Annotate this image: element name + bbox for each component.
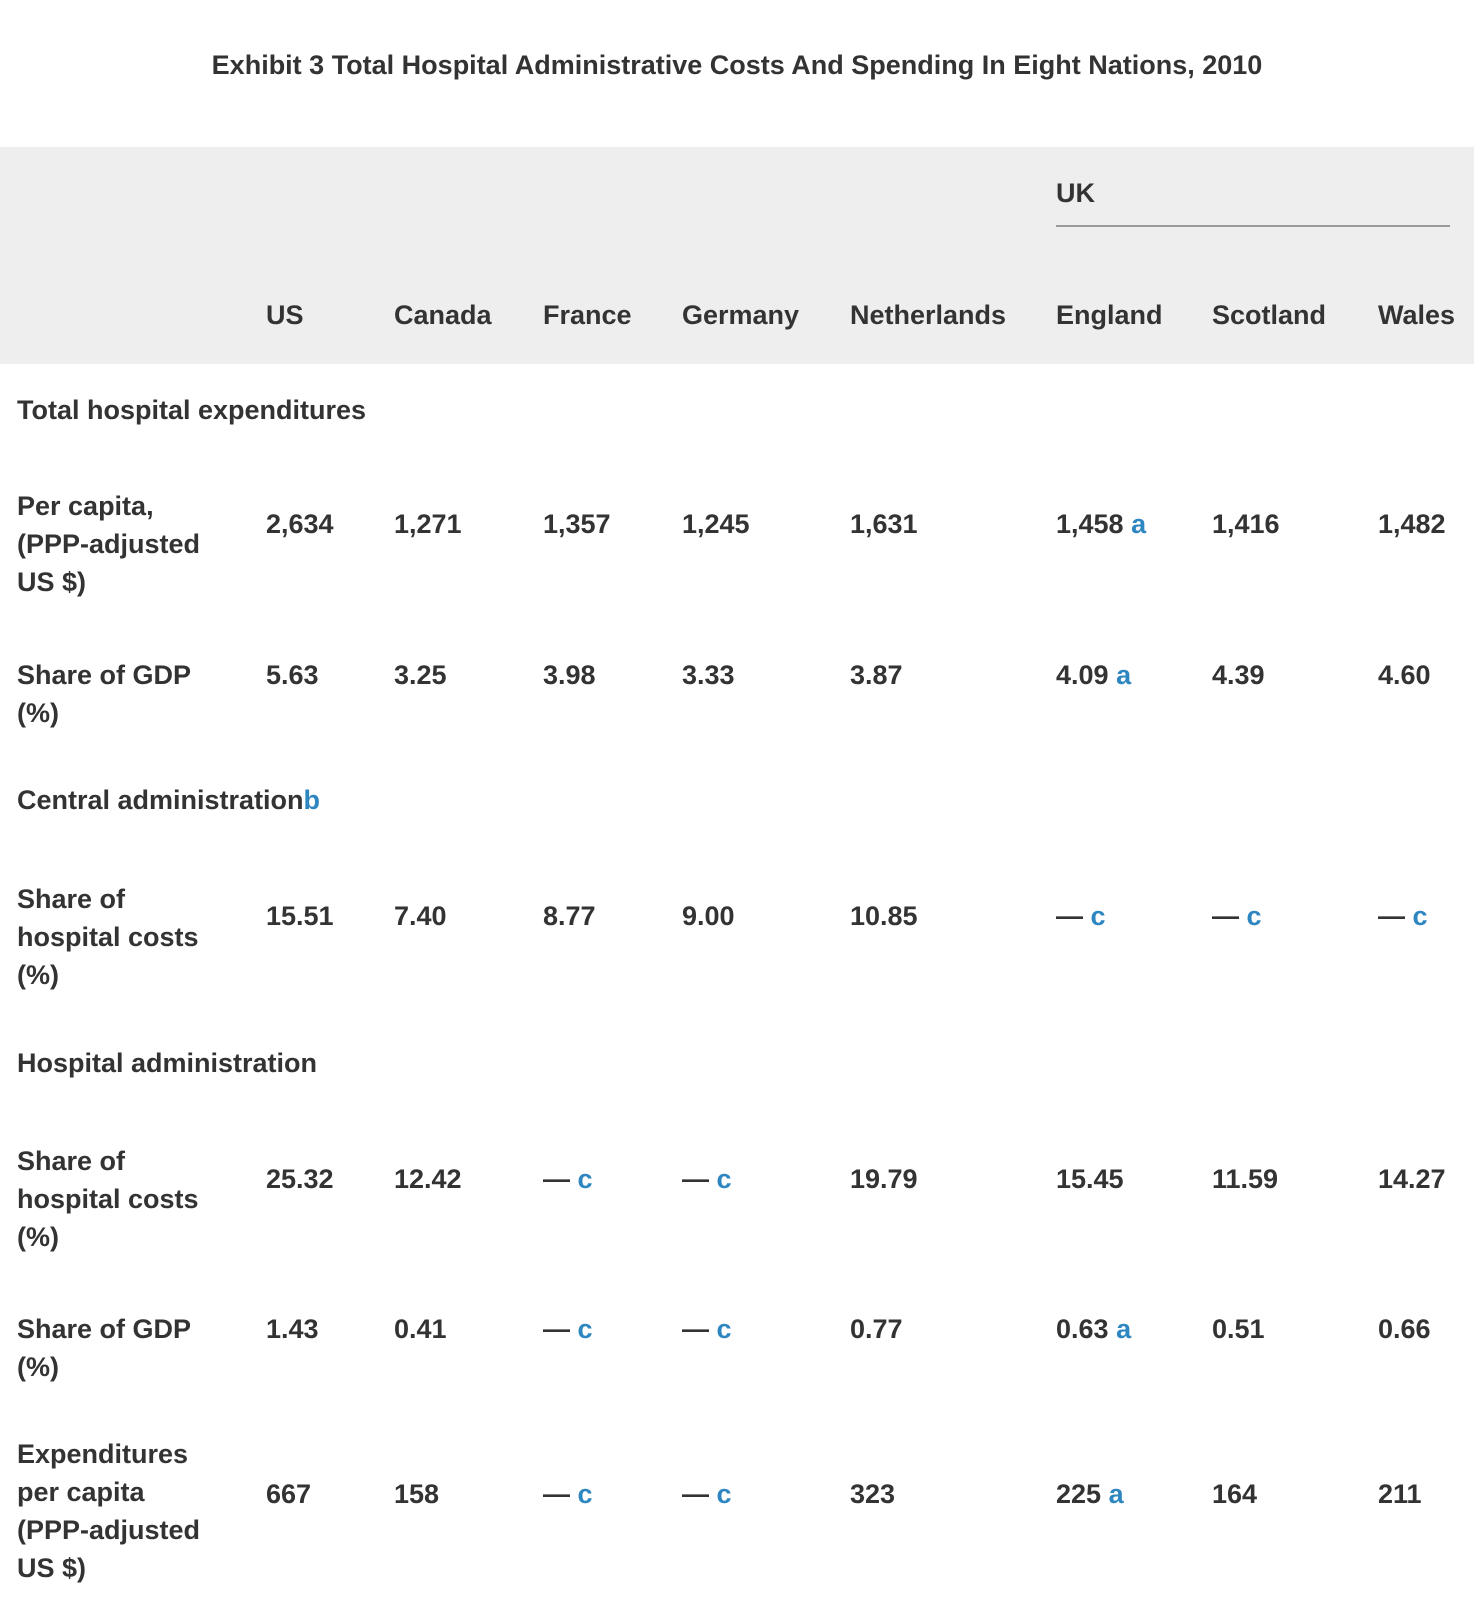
table-cell [394,659,447,691]
row-label: Share of hospital costs (%) [17,884,199,990]
column-header: England [1056,300,1163,330]
table-cell [543,1313,593,1345]
footnote-marker[interactable]: c [709,1314,732,1344]
column-header: Canada [394,300,492,330]
table-cell [394,1163,462,1195]
cell-value: 1,245 [682,509,750,539]
cell-value: 4.09 [1056,660,1109,690]
header-band [0,147,1474,364]
cell-value: 3.33 [682,660,735,690]
column-header: Netherlands [850,300,1007,330]
table-cell [1212,659,1265,691]
cell-value: 15.51 [266,901,334,931]
table-cell [394,900,447,932]
footnote-marker[interactable]: c [570,1164,593,1194]
column-header: Scotland [1212,300,1327,330]
cell-value: 667 [266,1479,312,1509]
table-cell [543,900,596,932]
table-cell [543,1163,593,1195]
table-cell [1378,508,1446,540]
table-cell [850,1163,918,1195]
table-cell [1056,1163,1124,1195]
cell-value: 0.41 [394,1314,447,1344]
footnote-marker[interactable]: c [570,1314,593,1344]
row-label: Per capita, (PPP-adjusted US $) [17,491,201,597]
column-header: Wales [1378,300,1456,330]
table-cell [682,1313,732,1345]
cell-value: 158 [394,1479,440,1509]
table-cell [682,1478,732,1510]
cell-value: 1,631 [850,509,918,539]
cell-value: 12.42 [394,1164,462,1194]
cell-value: — [1056,901,1083,931]
cell-value: 5.63 [266,660,319,690]
row-label: Share of hospital costs (%) [17,1146,199,1252]
cell-value: 164 [1212,1479,1258,1509]
cell-value: 25.32 [266,1164,334,1194]
table-cell [394,1478,439,1510]
row-label: Share of GDP (%) [17,660,192,728]
cell-value: 15.45 [1056,1164,1124,1194]
table-cell [394,508,462,540]
footnote-marker[interactable]: b [303,785,321,815]
table-cell [266,1478,311,1510]
cell-value: 0.51 [1212,1314,1265,1344]
table-cell [850,900,918,932]
table-cell [266,900,334,932]
cell-value: 11.59 [1212,1164,1279,1194]
table-cell [1056,508,1146,540]
cell-value: 4.39 [1212,660,1265,690]
table-cell [1212,1478,1257,1510]
table-cell [1378,1478,1422,1510]
table-cell [543,1478,593,1510]
cell-value: 323 [850,1479,896,1509]
table-cell [266,659,319,691]
cell-value: 10.85 [850,901,918,931]
footnote-marker[interactable]: c [709,1164,732,1194]
cell-value: 1,271 [394,509,462,539]
table-cell [1378,900,1428,932]
table-cell [850,1313,903,1345]
footnote-marker[interactable]: a [1108,660,1132,690]
section-heading: Total hospital expenditures [17,395,367,425]
footnote-marker[interactable]: a [1101,1479,1124,1509]
cell-value: 4.60 [1378,660,1431,690]
footnote-marker[interactable]: c [709,1479,732,1509]
footnote-marker[interactable]: c [1083,901,1106,931]
column-header: France [543,300,632,330]
table-cell [850,659,903,691]
cell-value: 7.40 [394,901,447,931]
table-cell [543,659,596,691]
section-heading: Central administrationb [17,785,321,815]
footnote-marker[interactable]: a [1108,1314,1132,1344]
cell-value: — [682,1314,709,1344]
cell-value: — [682,1479,709,1509]
table-cell [1378,1313,1431,1345]
column-header: Germany [682,300,800,330]
cell-value: — [543,1314,570,1344]
table-cell [1378,1163,1446,1195]
cell-value: 8.77 [543,901,596,931]
table-cell [266,1313,319,1345]
cell-value: 1,357 [543,509,611,539]
table-cell [266,508,334,540]
footnote-marker[interactable]: c [1239,901,1262,931]
cell-value: — [543,1164,570,1194]
table-cell [850,508,918,540]
cell-value: — [543,1479,570,1509]
table-cell [394,1313,447,1345]
cell-value: 1,416 [1212,509,1280,539]
cell-value: 3.25 [394,660,447,690]
table-cell [543,508,611,540]
cell-value: 3.98 [543,660,596,690]
table-cell [1056,1478,1124,1510]
table-cell [1056,659,1131,691]
row-label: Share of GDP (%) [17,1314,192,1382]
cell-value: 0.66 [1378,1314,1431,1344]
cell-value: — [682,1164,709,1194]
table-cell [1212,1313,1265,1345]
footnote-marker[interactable]: c [1405,901,1428,931]
cell-value: 211 [1378,1479,1422,1509]
cell-value: 19.79 [850,1164,918,1194]
cell-value: 2,634 [266,509,334,539]
table-cell [1212,1163,1278,1195]
table-cell [1212,900,1262,932]
table-cell [1056,900,1106,932]
cell-value: — [1378,901,1405,931]
cell-value: 225 [1056,1479,1102,1509]
cell-value: 0.63 [1056,1314,1109,1344]
cell-value: 9.00 [682,901,735,931]
cell-value: 1.43 [266,1314,319,1344]
table-cell [682,1163,732,1195]
table-cell [1212,508,1280,540]
cell-value: 3.87 [850,660,903,690]
cell-value: 1,482 [1378,509,1446,539]
table-title: Exhibit 3 Total Hospital Administrative Costs And Spending In Eight Nations, 2010 [211,50,1263,80]
footnote-marker[interactable]: a [1123,509,1147,539]
table-cell [850,1478,895,1510]
row-label: Expenditures per capita (PPP-adjusted US $) [17,1439,201,1583]
column-header: US [266,300,304,330]
table-cell [682,900,735,932]
uk-group-header: UK [1056,178,1095,208]
table-cell [1056,1313,1131,1345]
table-cell [682,508,750,540]
cell-value: 14.27 [1378,1164,1446,1194]
footnote-marker[interactable]: c [570,1479,593,1509]
cell-value: 0.77 [850,1314,903,1344]
table-cell [1378,659,1431,691]
table-cell [266,1163,334,1195]
table-cell [682,659,735,691]
uk-group-rule [1056,225,1450,227]
section-heading: Hospital administration [17,1048,318,1078]
cell-value: 1,458 [1056,509,1124,539]
cell-value: — [1212,901,1239,931]
